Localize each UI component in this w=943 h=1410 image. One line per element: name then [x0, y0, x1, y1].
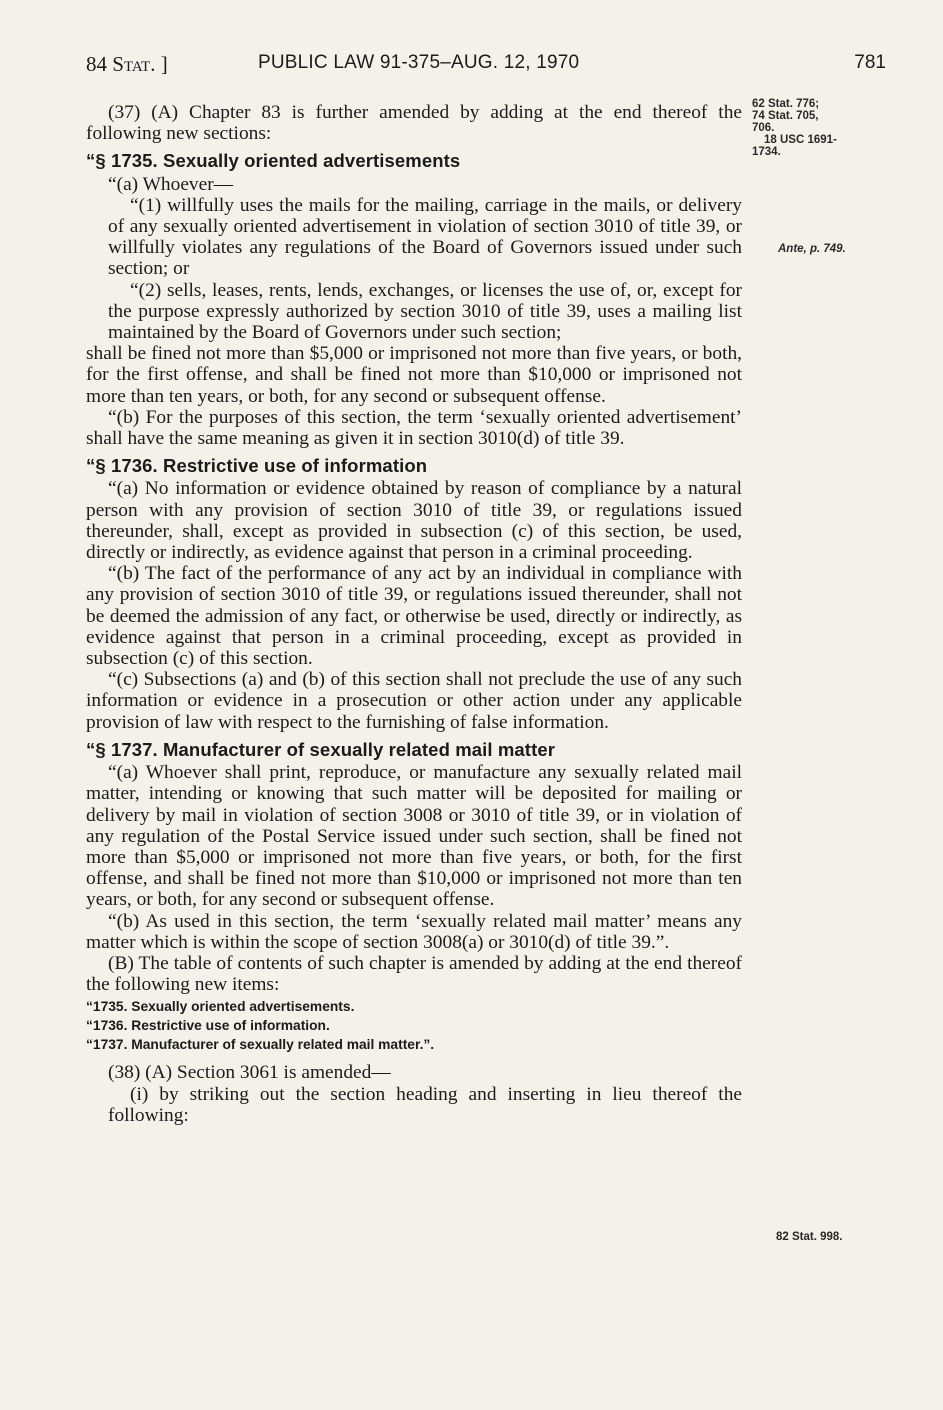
paragraph: “(b) As used in this section, the term ‘sexually related mail matter’ means any matter which is within the scope of section 3008(a) or 3010(d) of title 39.”.	[86, 910, 742, 953]
margin-citation-3: 82 Stat. 998.	[776, 1231, 843, 1243]
section-heading-1737: “§ 1737. Manufacturer of sexually related mail matter	[86, 738, 556, 760]
paragraph: “(1) willfully uses the mails for the mailing, carriage in the mails, or delivery of any sexually oriented advertisement in violation of section 3010 of title 39, or willfully violates any regulations of the Board of Governors issued under such section; or	[108, 194, 742, 280]
paragraph: “(2) sells, leases, rents, lends, exchanges, or licenses the use of, or, except for the purpose expressly authorized by section 3010 of title 39, uses a mailing list maintained by the Board of Governors under such section;	[108, 279, 742, 344]
document-body	[86, 102, 742, 1126]
toc-item: “1735. Sexually oriented advertisements.	[86, 999, 355, 1015]
toc-item: “1736. Restrictive use of information.	[86, 1018, 330, 1034]
paragraph: (38) (A) Section 3061 is amended—	[108, 1062, 391, 1084]
margin-citation-1	[752, 98, 872, 158]
margin-citation-2: Ante, p. 749.	[778, 243, 846, 255]
paragraph: “(a) No information or evidence obtained by reason of compliance by a natural person with any provision of section 3010 of title 39, or regulations issued thereunder, shall, except as provided in subsection (c) of this section, be used, directly or indirectly, as evidence against that person in a criminal proceeding.	[86, 478, 742, 564]
paragraph: “(a) Whoever—	[108, 173, 234, 195]
paragraph: “(b) For the purposes of this section, the term ‘sexually oriented advertisement’ shall have the same meaning as given it in section 3010(d) of title 39.	[86, 406, 742, 450]
margin-citation-line: 706.	[752, 122, 775, 134]
toc-item: “1737. Manufacturer of sexually related mail matter.”.	[86, 1037, 435, 1053]
section-heading-1736: “§ 1736. Restrictive use of information	[86, 455, 428, 477]
section-heading-1735: “§ 1735. Sexually oriented advertisements	[86, 150, 461, 172]
page-title: PUBLIC LAW 91-375–AUG. 12, 1970	[258, 52, 580, 73]
margin-citation-line: 62 Stat. 776;	[752, 98, 820, 110]
paragraph: (B) The table of contents of such chapter is amended by adding at the end thereof the following new items:	[86, 952, 742, 996]
margin-citation-line: 18 USC 1691-	[764, 134, 837, 146]
page-number: 781	[854, 52, 886, 73]
paragraph: (i) by striking out the section heading and inserting in lieu thereof the following:	[108, 1083, 742, 1126]
margin-citation-line: 74 Stat. 705,	[752, 110, 819, 122]
paragraph: shall be fined not more than $5,000 or imprisoned not more than five years, or both, for the first offense, and shall be fined not more than $10,000 or imprisoned not more than ten years, or both, for any second or subsequent offense.	[86, 343, 742, 407]
statute-reference: 84 Stat. ]	[86, 52, 168, 76]
paragraph: “(a) Whoever shall print, reproduce, or manufacture any sexually related mail matter, intending or knowing that such matter will be deposited for mailing or delivery by mail in violation of section 3008 or 3010 of title 39, or in violation of any regulation of the Postal Service issued under such section, shall be fined not more than $5,000 or imprisoned not more than five years, or both, for the first offense, and shall be fined not more than $10,000 or imprisoned not more than ten years, or both, for any second or subsequent offense.	[86, 762, 742, 911]
margin-citation-line: 1734.	[752, 146, 781, 158]
paragraph: “(c) Subsections (a) and (b) of this section shall not preclude the use of any such information or evidence in a prosecution or other action under any applicable provision of law with respect to the furnishing of false information.	[86, 669, 742, 733]
page-header	[86, 52, 886, 82]
paragraph: “(b) The fact of the performance of any act by an individual in compliance with any provision of section 3010 of title 39, or regulations issued thereunder, shall not be deemed the admission of any fact, or otherwise be used, directly or indirectly, as evidence against that person in a criminal proceeding, except as provided in subsection (c) of this section.	[86, 563, 742, 670]
paragraph: (37) (A) Chapter 83 is further amended by adding at the end thereof the following new sections:	[86, 102, 742, 145]
